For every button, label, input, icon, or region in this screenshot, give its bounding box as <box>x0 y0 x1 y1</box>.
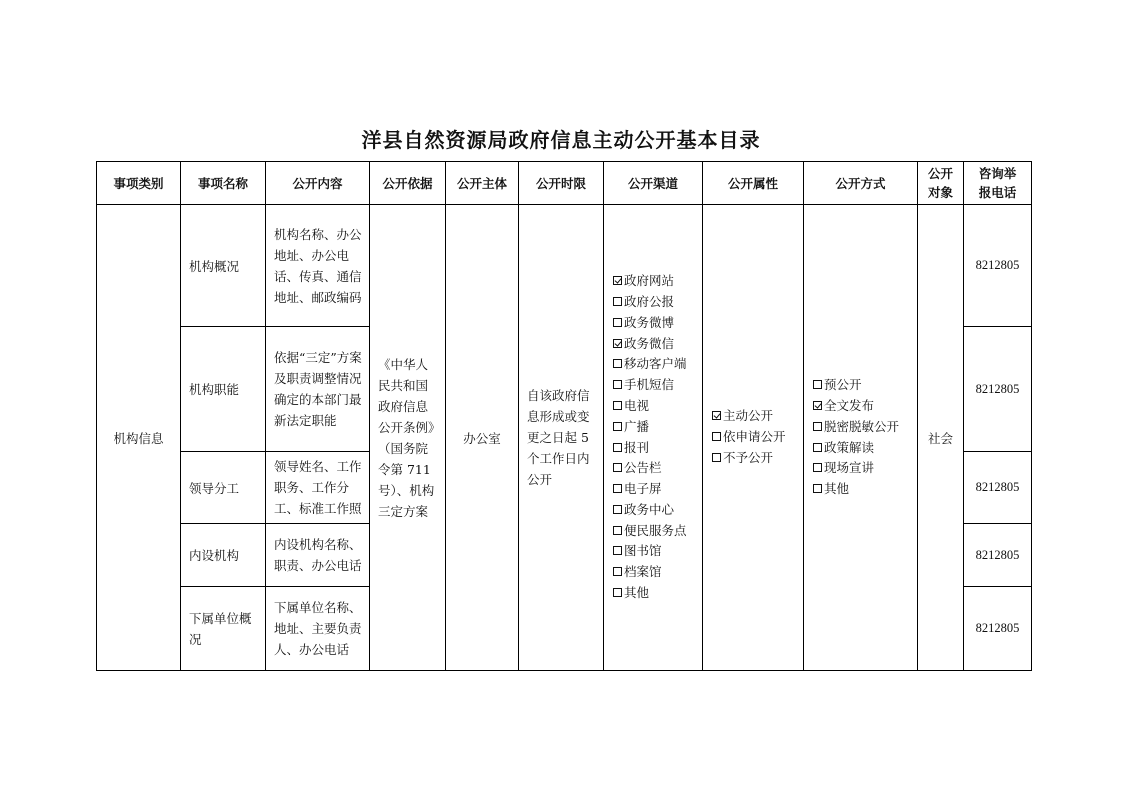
checked-box-icon <box>712 411 721 420</box>
category-cell: 机构信息 <box>97 205 181 671</box>
document-title: 洋县自然资源局政府信息主动公开基本目录 <box>361 128 761 152</box>
phone-cell: 8212805 <box>964 587 1032 671</box>
channel-option-label: 政务微信 <box>624 335 675 351</box>
item-name: 内设机构 <box>181 524 266 587</box>
unchecked-box-icon <box>613 588 622 597</box>
unchecked-box-icon <box>613 484 622 493</box>
channel-option-label: 电子屏 <box>624 481 662 497</box>
method-option <box>813 396 917 417</box>
channel-option-label: 图书馆 <box>624 543 662 559</box>
phone-cell: 8212805 <box>964 524 1032 587</box>
phone-cell: 8212805 <box>964 205 1032 327</box>
method-option <box>813 479 917 500</box>
unchecked-box-icon <box>613 422 622 431</box>
unchecked-box-icon <box>813 484 822 493</box>
method-list <box>804 375 917 500</box>
item-name: 机构概况 <box>181 205 266 327</box>
method-option-label: 其他 <box>824 481 850 497</box>
channel-option-label: 公告栏 <box>624 460 662 476</box>
checked-box-icon <box>813 401 822 410</box>
channel-option <box>613 583 702 604</box>
phone-cell: 8212805 <box>964 327 1032 452</box>
catalog-table <box>96 161 1032 671</box>
channel-option <box>613 479 702 500</box>
checked-box-icon <box>613 339 622 348</box>
channel-option <box>613 375 702 396</box>
header-phone-line2: 报电话 <box>978 185 1017 200</box>
channel-option-label: 移动客户端 <box>624 356 687 372</box>
target-cell: 社会 <box>918 205 964 671</box>
channel-option-label: 其他 <box>624 585 650 601</box>
unchecked-box-icon <box>613 505 622 514</box>
table-row <box>97 205 1032 327</box>
method-option-label: 脱密脱敏公开 <box>824 418 900 434</box>
header-target-line2: 对象 <box>927 185 953 200</box>
channel-option <box>613 334 702 355</box>
header-phone <box>964 162 1032 205</box>
attribute-cell <box>703 205 804 671</box>
item-name: 机构职能 <box>181 327 266 452</box>
unchecked-box-icon <box>613 401 622 410</box>
time-limit-cell: 自该政府信息形成或变更之日起 5 个工作日内公开 <box>519 205 604 671</box>
unchecked-box-icon <box>613 526 622 535</box>
method-option <box>813 458 917 479</box>
header-phone-line1: 咨询举 <box>978 166 1017 181</box>
unchecked-box-icon <box>613 567 622 576</box>
header-channels: 公开渠道 <box>604 162 703 205</box>
method-option-label: 现场宣讲 <box>824 460 875 476</box>
unchecked-box-icon <box>613 380 622 389</box>
unchecked-box-icon <box>813 380 822 389</box>
channel-option-label: 政务中心 <box>624 501 675 517</box>
attribute-option <box>712 448 803 469</box>
method-option-label: 预公开 <box>824 377 862 393</box>
header-row <box>97 162 1032 205</box>
channel-option <box>613 417 702 438</box>
item-content: 依据“三定”方案及职责调整情况确定的本部门最新法定职能 <box>266 327 370 452</box>
unchecked-box-icon <box>613 359 622 368</box>
channel-option <box>613 562 702 583</box>
header-basis: 公开依据 <box>370 162 446 205</box>
subject-cell: 办公室 <box>446 205 519 671</box>
channel-option <box>613 458 702 479</box>
method-option <box>813 417 917 438</box>
channel-option-label: 电视 <box>624 397 650 413</box>
channel-option <box>613 313 702 334</box>
channel-option-label: 报刊 <box>624 439 650 455</box>
channel-option <box>613 396 702 417</box>
header-method: 公开方式 <box>804 162 918 205</box>
channel-option-label: 档案馆 <box>624 564 662 580</box>
channel-option <box>613 271 702 292</box>
channel-option-label: 广播 <box>624 418 650 434</box>
channel-option-label: 便民服务点 <box>624 522 687 538</box>
item-content: 内设机构名称、职责、办公电话 <box>266 524 370 587</box>
header-subject: 公开主体 <box>446 162 519 205</box>
item-name: 下属单位概况 <box>181 587 266 671</box>
phone-cell: 8212805 <box>964 452 1032 524</box>
basis-cell: 《中华人民共和国政府信息公开条例》（国务院令第 711 号）、机构三定方案 <box>370 205 446 671</box>
channel-option <box>613 438 702 459</box>
header-target-line1: 公开 <box>927 166 953 181</box>
unchecked-box-icon <box>813 463 822 472</box>
method-option <box>813 438 917 459</box>
header-content: 公开内容 <box>266 162 370 205</box>
attribute-option-label: 主动公开 <box>723 408 774 424</box>
unchecked-box-icon <box>613 318 622 327</box>
attribute-list <box>703 406 803 468</box>
unchecked-box-icon <box>712 453 721 462</box>
channel-option-label: 政府网站 <box>624 273 675 289</box>
attribute-option <box>712 427 803 448</box>
attribute-option <box>712 406 803 427</box>
channel-option <box>613 354 702 375</box>
header-target <box>918 162 964 205</box>
header-name: 事项名称 <box>181 162 266 205</box>
method-cell <box>804 205 918 671</box>
unchecked-box-icon <box>613 546 622 555</box>
header-time-limit: 公开时限 <box>519 162 604 205</box>
channel-option <box>613 541 702 562</box>
method-option <box>813 375 917 396</box>
unchecked-box-icon <box>712 432 721 441</box>
item-content: 下属单位名称、地址、主要负责人、办公电话 <box>266 587 370 671</box>
channels-cell <box>604 205 703 671</box>
header-category: 事项类别 <box>97 162 181 205</box>
method-option-label: 政策解读 <box>824 439 875 455</box>
unchecked-box-icon <box>813 443 822 452</box>
item-name: 领导分工 <box>181 452 266 524</box>
channel-option <box>613 521 702 542</box>
unchecked-box-icon <box>613 443 622 452</box>
unchecked-box-icon <box>613 297 622 306</box>
channel-option <box>613 500 702 521</box>
checked-box-icon <box>613 276 622 285</box>
channel-option-label: 手机短信 <box>624 377 675 393</box>
attribute-option-label: 不予公开 <box>723 449 774 465</box>
channel-option <box>613 292 702 313</box>
unchecked-box-icon <box>813 422 822 431</box>
channel-option-label: 政务微博 <box>624 314 675 330</box>
item-content: 机构名称、办公地址、办公电话、传真、通信地址、邮政编码 <box>266 205 370 327</box>
method-option-label: 全文发布 <box>824 397 875 413</box>
header-attribute: 公开属性 <box>703 162 804 205</box>
item-content: 领导姓名、工作职务、工作分工、标准工作照 <box>266 452 370 524</box>
attribute-option-label: 依申请公开 <box>723 429 786 445</box>
channel-option-label: 政府公报 <box>624 293 675 309</box>
channels-list <box>604 271 702 604</box>
unchecked-box-icon <box>613 463 622 472</box>
